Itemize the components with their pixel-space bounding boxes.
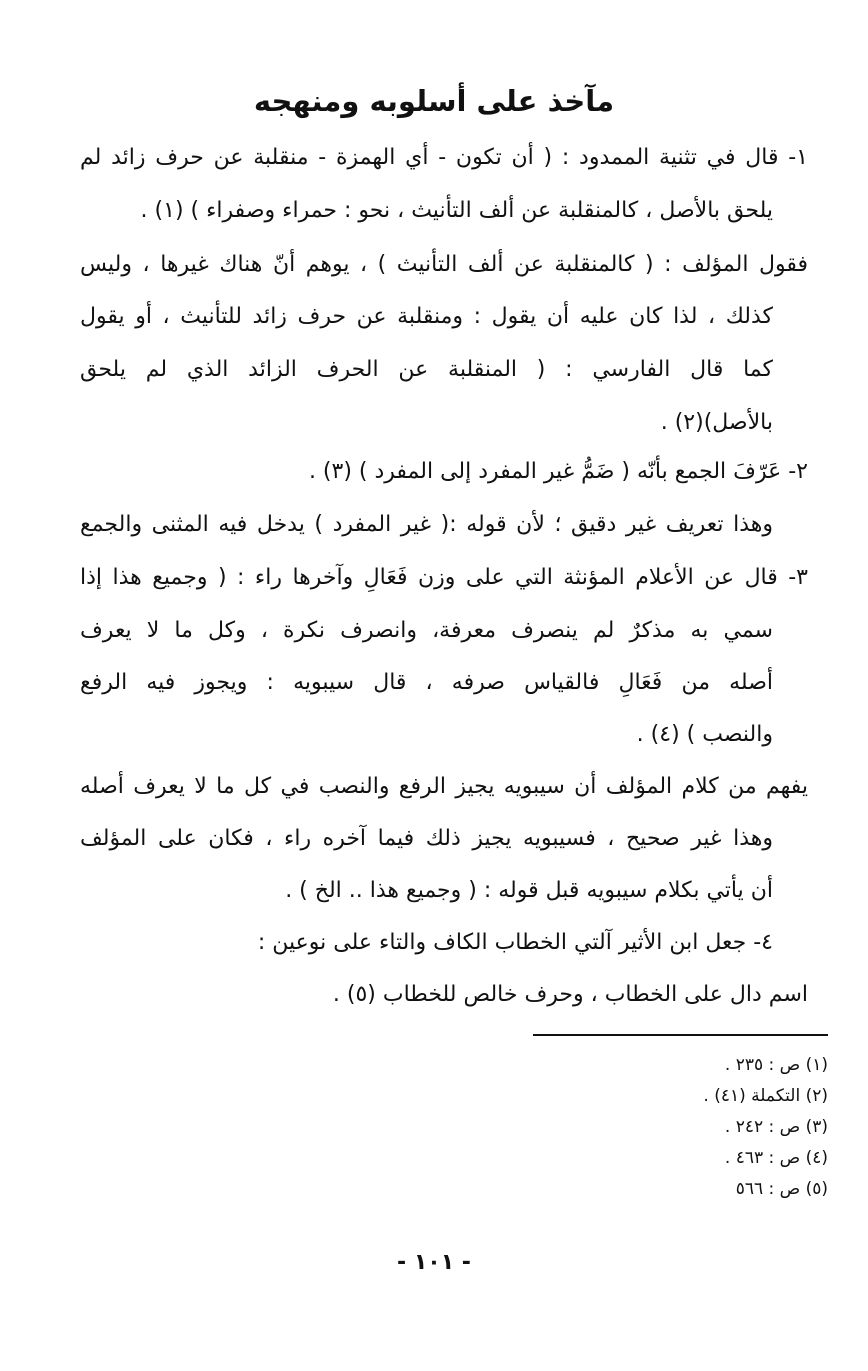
page-number: - ١٠١ - — [397, 1250, 471, 1275]
footnote: (١) ص : ٢٣٥ . — [724, 1055, 828, 1075]
text-line: يلحق بالأصل ، كالمنقلبة عن ألف التأنيث ، نحو : حمراء وصفراء ) (١) . — [140, 198, 773, 223]
text-line: كما قال الفارسي : ( المنقلبة عن الحرف الزائد الذي لم يلحق — [80, 357, 773, 382]
footnote: (٣) ص : ٢٤٢ . — [724, 1117, 828, 1137]
text-line: سمي به مذكرٌ لم ينصرف معرفة، وانصرف نكرة ، وكل ما لا يعرف — [80, 618, 773, 643]
text-line: أن يأتي بكلام سيبويه قبل قوله : ( وجميع هذا .. الخ ) . — [285, 878, 773, 903]
text-line: ١- قال في تثنية الممدود : ( أن تكون - أي الهمزة - منقلبة عن حرف زائد لم — [80, 145, 808, 170]
text-line: كذلك ، لذا كان عليه أن يقول : ومنقلبة عن حرف زائد للتأنيث ، أو يقول — [80, 304, 773, 329]
text-line: يفهم من كلام المؤلف أن سيبويه يجيز الرفع والنصب في كل ما لا يعرف أصله — [80, 774, 808, 799]
text-line: ٣- قال عن الأعلام المؤنثة التي على وزن فَعَالِ وآخرها راء : ( وجميع هذا إذا — [80, 565, 808, 590]
footnote: (٢) التكملة (٤١) . — [703, 1086, 828, 1106]
text-line: وهذا تعريف غير دقيق ؛ لأن قوله :( غير المفرد ) يدخل فيه المثنى والجمع — [80, 512, 773, 537]
text-line: أصله من فَعَالِ فالقياس صرفه ، قال سيبويه : ويجوز فيه الرفع — [80, 670, 773, 695]
section-title: مآخذ على أسلوبه ومنهجه — [253, 84, 615, 118]
text-line: ٢- عَرّفَ الجمع بأنّه ( ضَمُّ غير المفرد إلى المفرد ) (٣) . — [308, 459, 808, 484]
footnote: (٥) ص : ٥٦٦ — [735, 1179, 828, 1199]
text-line: فقول المؤلف : ( كالمنقلبة عن ألف التأنيث ) ، يوهم أنّ هناك غيرها ، وليس — [80, 252, 808, 277]
text-line: والنصب ) (٤) . — [636, 722, 773, 747]
footnote: (٤) ص : ٤٦٣ . — [724, 1148, 828, 1168]
text-line: ٤- جعل ابن الأثير آلتي الخطاب الكاف والتاء على نوعين : — [257, 930, 773, 955]
text-line: اسم دال على الخطاب ، وحرف خالص للخطاب (٥) . — [332, 982, 808, 1007]
text-line: وهذا غير صحيح ، فسيبويه يجيز ذلك فيما آخره راء ، فكان على المؤلف — [80, 826, 773, 851]
text-line: بالأصل)(٢) . — [660, 410, 773, 435]
footnote-divider — [533, 1034, 828, 1036]
